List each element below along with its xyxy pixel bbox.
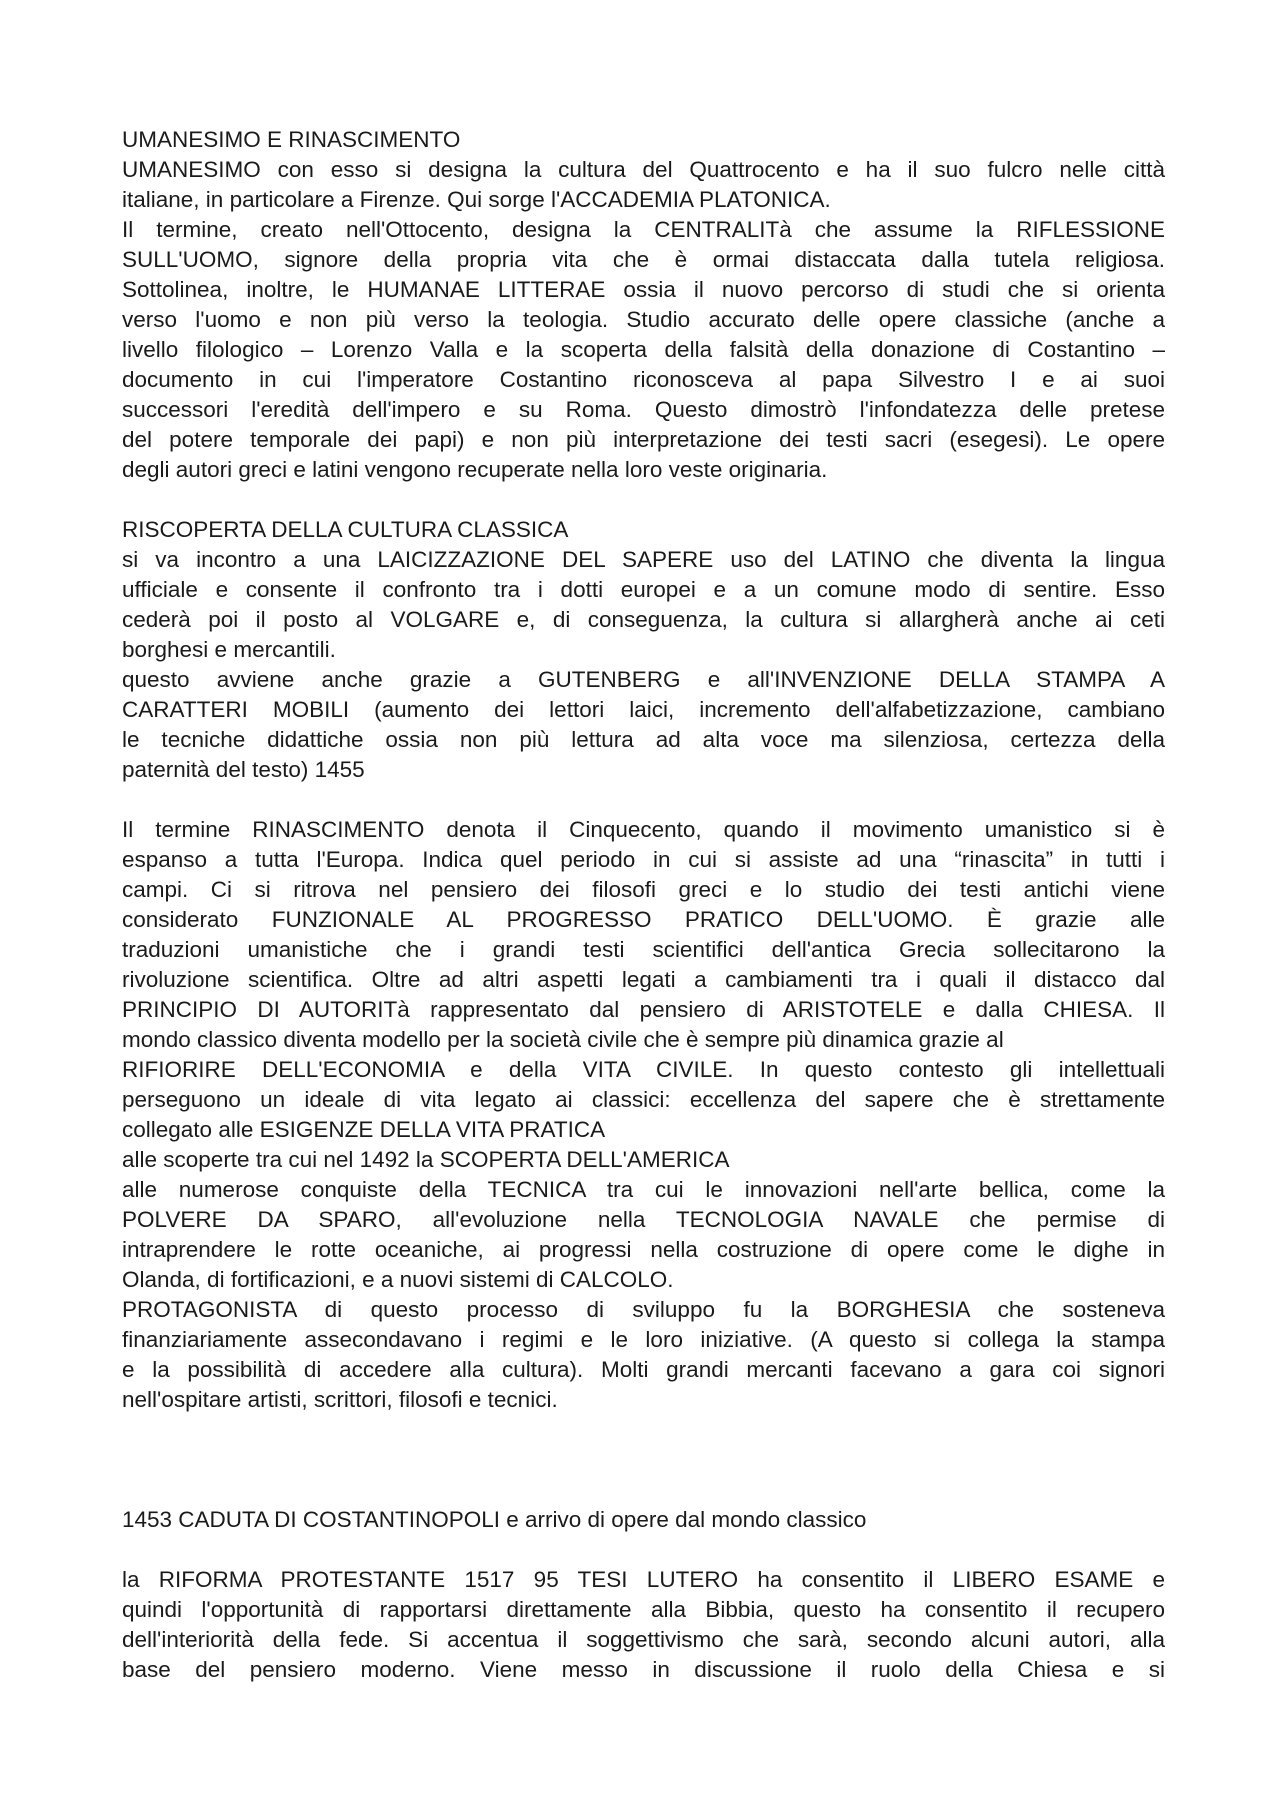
text-line: rivoluzione scientifica. Oltre ad altri aspetti legati a cambiamenti tra i quali il distacco dal xyxy=(122,967,1165,992)
document-page xyxy=(122,125,1165,1685)
text-line: del potere temporale dei papi) e non più interpretazione dei testi sacri (esegesi). Le opere xyxy=(122,427,1165,452)
text-line: borghesi e mercantili. xyxy=(122,637,336,662)
text-line: PRINCIPIO DI AUTORITà rappresentato dal pensiero di ARISTOTELE e dalla CHIESA. Il xyxy=(122,997,1165,1022)
text-line: la RIFORMA PROTESTANTE 1517 95 TESI LUTERO ha consentito il LIBERO ESAME e xyxy=(122,1567,1165,1592)
text-line: ufficiale e consente il confronto tra i dotti europei e a un comune modo di sentire. Esso xyxy=(122,577,1165,602)
text-line: quindi l'opportunità di rapportarsi direttamente alla Bibbia, questo ha consentito il recupero xyxy=(122,1597,1165,1622)
text-line: paternità del testo) 1455 xyxy=(122,757,365,782)
text-line: considerato FUNZIONALE AL PROGRESSO PRATICO DELL'UOMO. È grazie alle xyxy=(122,907,1165,932)
text-line: traduzioni umanistiche che i grandi testi scientifici dell'antica Grecia sollecitarono la xyxy=(122,937,1165,962)
text-line: livello filologico – Lorenzo Valla e la scoperta della falsità della donazione di Costantino – xyxy=(122,337,1165,362)
text-line: CARATTERI MOBILI (aumento dei lettori laici, incremento dell'alfabetizzazione, cambiano xyxy=(122,697,1165,722)
text-line: Olanda, di fortificazioni, e a nuovi sistemi di CALCOLO. xyxy=(122,1267,674,1292)
text-line: si va incontro a una LAICIZZAZIONE DEL SAPERE uso del LATINO che diventa la lingua xyxy=(122,547,1165,572)
text-line: intraprendere le rotte oceaniche, ai progressi nella costruzione di opere come le dighe in xyxy=(122,1237,1165,1262)
text-line: le tecniche didattiche ossia non più lettura ad alta voce ma silenziosa, certezza della xyxy=(122,727,1165,752)
text-line: verso l'uomo e non più verso la teologia. Studio accurato delle opere classiche (anche a xyxy=(122,307,1165,332)
text-line: cederà poi il posto al VOLGARE e, di conseguenza, la cultura si allargherà anche ai ceti xyxy=(122,607,1165,632)
text-line: Il termine, creato nell'Ottocento, designa la CENTRALITà che assume la RIFLESSIONE xyxy=(122,217,1165,242)
blank-line xyxy=(122,1415,1165,1505)
text-line: finanziariamente assecondavano i regimi e le loro iniziative. (A questo si collega la stampa xyxy=(122,1327,1165,1352)
text-line: questo avviene anche grazie a GUTENBERG e all'INVENZIONE DELLA STAMPA A xyxy=(122,667,1165,692)
text-line: degli autori greci e latini vengono recuperate nella loro veste originaria. xyxy=(122,457,828,482)
text-line: SULL'UOMO, signore della propria vita che è ormai distaccata dalla tutela religiosa. xyxy=(122,247,1165,272)
text-line: RIFIORIRE DELL'ECONOMIA e della VITA CIVILE. In questo contesto gli intellettuali xyxy=(122,1057,1165,1082)
text-line: alle scoperte tra cui nel 1492 la SCOPERTA DELL'AMERICA xyxy=(122,1147,730,1172)
blank-line xyxy=(122,485,1165,515)
text-line: alle numerose conquiste della TECNICA tra cui le innovazioni nell'arte bellica, come la xyxy=(122,1177,1165,1202)
text-line: perseguono un ideale di vita legato ai classici: eccellenza del sapere che è strettamente xyxy=(122,1087,1165,1112)
text-line: mondo classico diventa modello per la società civile che è sempre più dinamica grazie al xyxy=(122,1027,1004,1052)
text-line: dell'interiorità della fede. Si accentua il soggettivismo che sarà, secondo alcuni autori, alla xyxy=(122,1627,1165,1652)
text-line: documento in cui l'imperatore Costantino riconosceva al papa Silvestro I e ai suoi xyxy=(122,367,1165,392)
text-line: POLVERE DA SPARO, all'evoluzione nella TECNOLOGIA NAVALE che permise di xyxy=(122,1207,1165,1232)
text-line: 1453 CADUTA DI COSTANTINOPOLI e arrivo di opere dal mondo classico xyxy=(122,1507,867,1532)
text-line: espanso a tutta l'Europa. Indica quel periodo in cui si assiste ad una “rinascita” in tutti i xyxy=(122,847,1165,872)
text-line: successori l'eredità dell'impero e su Roma. Questo dimostrò l'infondatezza delle pretese xyxy=(122,397,1165,422)
text-line: base del pensiero moderno. Viene messo in discussione il ruolo della Chiesa e si xyxy=(122,1657,1165,1682)
text-line: collegato alle ESIGENZE DELLA VITA PRATICA xyxy=(122,1117,606,1142)
text-line: e la possibilità di accedere alla cultura). Molti grandi mercanti facevano a gara coi signori xyxy=(122,1357,1165,1382)
blank-line xyxy=(122,785,1165,815)
text-line: nell'ospitare artisti, scrittori, filosofi e tecnici. xyxy=(122,1387,558,1412)
text-line: UMANESIMO con esso si designa la cultura del Quattrocento e ha il suo fulcro nelle città xyxy=(122,157,1165,182)
text-line: RISCOPERTA DELLA CULTURA CLASSICA xyxy=(122,517,569,542)
text-line: Il termine RINASCIMENTO denota il Cinquecento, quando il movimento umanistico si è xyxy=(122,817,1165,842)
text-line: UMANESIMO E RINASCIMENTO xyxy=(122,127,461,152)
text-line: italiane, in particolare a Firenze. Qui sorge l'ACCADEMIA PLATONICA. xyxy=(122,187,831,212)
text-line: Sottolinea, inoltre, le HUMANAE LITTERAE ossia il nuovo percorso di studi che si orienta xyxy=(122,277,1165,302)
blank-line xyxy=(122,1535,1165,1565)
text-line: campi. Ci si ritrova nel pensiero dei filosofi greci e lo studio dei testi antichi viene xyxy=(122,877,1165,902)
text-line: PROTAGONISTA di questo processo di sviluppo fu la BORGHESIA che sosteneva xyxy=(122,1297,1165,1322)
